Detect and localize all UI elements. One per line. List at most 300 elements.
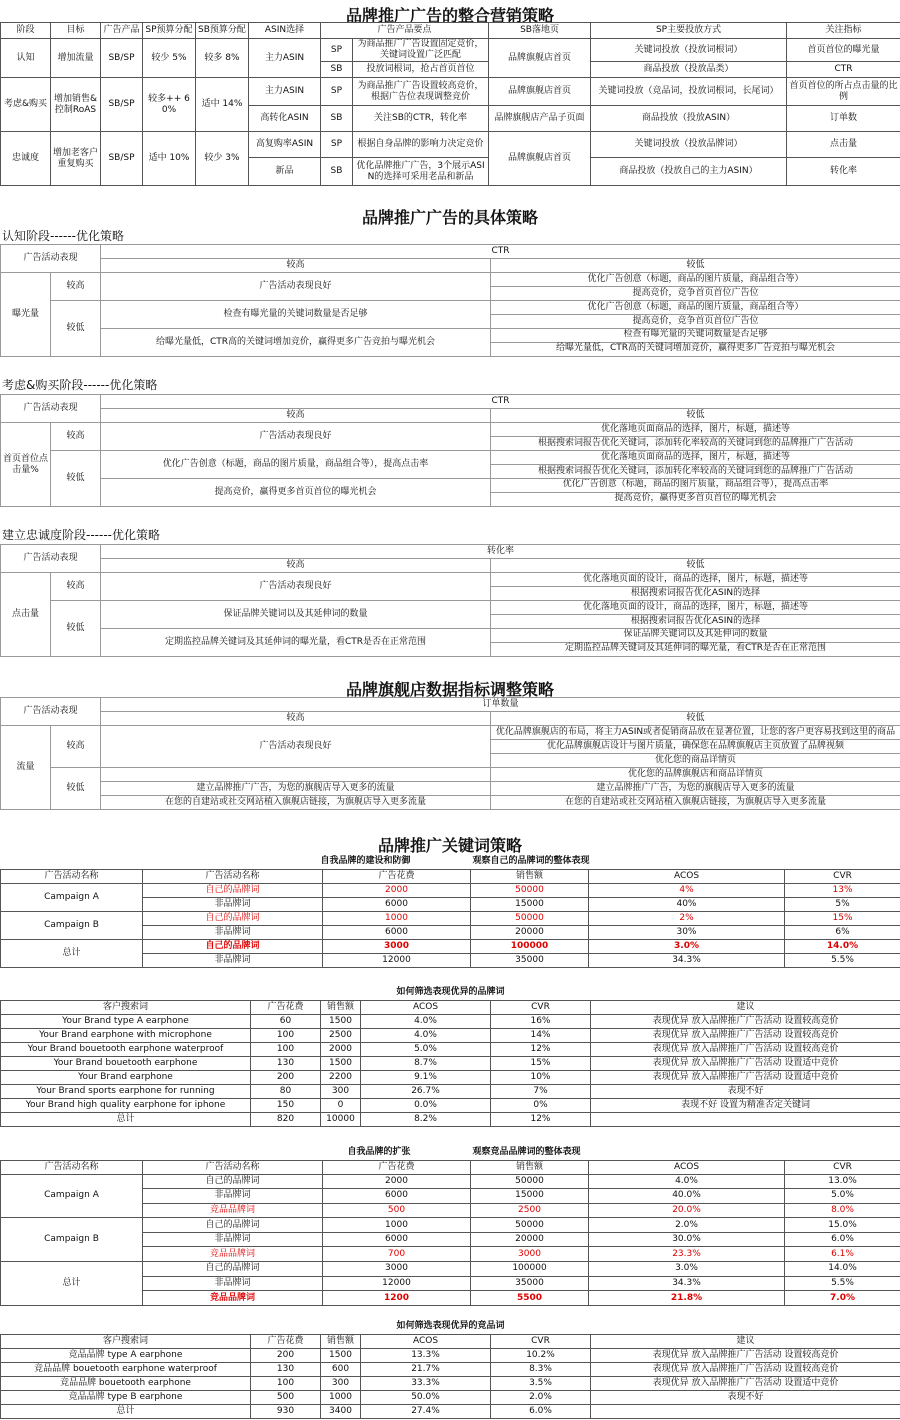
high-row: 较高 <box>51 423 101 451</box>
sales: 2500 <box>471 1203 589 1218</box>
loyal-way: 关键词投放（投放品牌词） <box>591 132 787 158</box>
store-strategy-table <box>0 697 900 810</box>
consider-landing: 品牌旗舰店首页 <box>489 78 591 106</box>
loyal-type: SP <box>321 132 353 158</box>
col-acos: ACOS <box>361 1000 491 1014</box>
acos: 30% <box>589 925 785 939</box>
hl-cell: 优化落地页面商品的选择，图片，标题，描述等 <box>491 423 900 437</box>
consider-sb: 适中 14% <box>196 78 249 132</box>
sales: 35000 <box>471 953 589 967</box>
search-term: 竞品品牌 bouetooth earphone waterproof <box>1 1362 251 1376</box>
lh-cell: 检查有曝光量的关键词数量是否足够 <box>101 301 491 329</box>
ll-cell: 优化落地页面商品的选择，图片，标题，描述等 <box>491 451 900 465</box>
expansion-heading: 自我品牌的扩张 <box>347 1147 411 1158</box>
campaign-name: Campaign B <box>1 1218 143 1262</box>
acos: 50.0% <box>361 1390 491 1404</box>
cvr: 7% <box>491 1084 591 1098</box>
col-spend: 广告花费 <box>251 1334 321 1348</box>
acos: 30.0% <box>589 1232 785 1247</box>
spend: 12000 <box>323 953 471 967</box>
acos: 0.0% <box>361 1098 491 1112</box>
spend: 80 <box>251 1084 321 1098</box>
total-label: 总计 <box>1 1112 251 1126</box>
low-row: 较低 <box>51 301 101 357</box>
col-cvr: CVR <box>785 869 900 883</box>
awareness-landing: 品牌旗舰店首页 <box>489 39 591 78</box>
advice: 表现优异 放入品牌推广广告活动 设置适中竞价 <box>591 1376 900 1390</box>
awareness-way: 商品投放（投放品类） <box>591 62 787 78</box>
campaign-name: Campaign B <box>1 911 143 939</box>
spend: 1000 <box>323 911 471 925</box>
stage-consider-title: 考虑&购买阶段------优化策略 <box>2 378 158 392</box>
search-term: 竞品品牌 type B earphone <box>1 1390 251 1404</box>
ll-cell: 优化您的品牌旗舰店和商品详情页 <box>491 768 900 782</box>
spend: 200 <box>251 1070 321 1084</box>
acos: 34.3% <box>589 953 785 967</box>
acos: 27.4% <box>361 1404 491 1418</box>
sales: 50000 <box>471 1218 589 1233</box>
cvr: 6.0% <box>491 1404 591 1418</box>
awareness-kpi: 首页首位的曝光量 <box>787 39 900 62</box>
consider-point: 为商品推广广告设置较高竞价，根据广告位表现调整竞价 <box>353 78 489 106</box>
cvr: 8.3% <box>491 1362 591 1376</box>
loyal-kpi: 转化率 <box>787 158 900 186</box>
ll-cell: 建立品牌推广广告，为您的旗舰店导入更多的流量 <box>491 782 900 796</box>
brand-expansion-table <box>0 1146 900 1306</box>
cvr: 14.0% <box>785 1262 900 1277</box>
kw-type: 自己的品牌词 <box>143 883 323 897</box>
spend: 100 <box>251 1028 321 1042</box>
col-campaign2: 广告活动名称 <box>143 1160 323 1174</box>
hdr-stage: 阶段 <box>1 23 51 39</box>
awareness-sb: 较多 8% <box>196 39 249 78</box>
high-col: 较高 <box>101 712 491 726</box>
good-brand-terms-title: 如何筛选表现优异的品牌词 <box>1 986 900 1000</box>
row-label: 流量 <box>1 726 51 810</box>
spend: 3000 <box>323 939 471 953</box>
acos: 3.0% <box>589 939 785 953</box>
acos: 21.8% <box>589 1291 785 1306</box>
awareness-point: 为商品推广广告设置固定竞价，关键词设置广泛匹配 <box>353 39 489 62</box>
perf-label: 广告活动表现 <box>1 698 101 726</box>
high-row: 较高 <box>51 573 101 601</box>
kw-type: 非品牌词 <box>143 953 323 967</box>
col-acos: ACOS <box>589 869 785 883</box>
hl-cell: 根据搜索词报告优化关键词，添加转化率较高的关键词到您的品牌推广广告活动 <box>491 437 900 451</box>
search-term: Your Brand bouetooth earphone <box>1 1056 251 1070</box>
stage-loyal-title: 建立忠诚度阶段------优化策略 <box>2 528 160 542</box>
advice: 表现不好 <box>591 1084 900 1098</box>
cvr: 13.0% <box>785 1174 900 1189</box>
hdr-product: 广告产品 <box>101 23 143 39</box>
hdr-landing: SB落地页 <box>489 23 591 39</box>
sales: 1000 <box>321 1390 361 1404</box>
acos: 9.1% <box>361 1070 491 1084</box>
lh-cell: 保证品牌关键词以及其延伸词的数量 <box>101 601 491 629</box>
cvr: 0% <box>491 1098 591 1112</box>
row-label: 首页首位点击量% <box>1 423 51 507</box>
stage-awareness-title: 认知阶段------优化策略 <box>2 229 124 243</box>
loyal-sp: 适中 10% <box>143 132 196 186</box>
consider-asin: 主力ASIN <box>249 78 321 106</box>
acos: 33.3% <box>361 1376 491 1390</box>
col-sales: 销售额 <box>471 869 589 883</box>
advice <box>591 1404 900 1418</box>
campaign-name: 总计 <box>1 1262 143 1306</box>
sales: 20000 <box>471 925 589 939</box>
kw-type: 非品牌词 <box>143 1276 323 1291</box>
metric-label: 转化率 <box>101 545 900 559</box>
loyal-asin: 新品 <box>249 158 321 186</box>
advice: 表现优异 放入品牌推广广告活动 设置较高竞价 <box>591 1042 900 1056</box>
hdr-points: 广告产品要点 <box>321 23 489 39</box>
spend: 930 <box>251 1404 321 1418</box>
ll-cell: 给曝光量低，CTR高的关键词增加竞价，赢得更多广告竞拍与曝光机会 <box>556 343 836 353</box>
total-label: 总计 <box>1 1404 251 1418</box>
advice: 表现优异 放入品牌推广广告活动 设置适中竞价 <box>591 1056 900 1070</box>
hh-cell: 广告活动表现良好 <box>101 423 491 451</box>
hl-cell: 根据搜索词报告优化ASIN的选择 <box>491 587 900 601</box>
consider-product: SB/SP <box>101 78 143 132</box>
ll-cell: 根据搜索词报告优化ASIN的选择 <box>491 615 900 629</box>
cvr: 15% <box>785 911 900 925</box>
low-col: 较低 <box>491 712 900 726</box>
sales: 50000 <box>471 883 589 897</box>
hh-cell: 广告活动表现良好 <box>101 273 491 301</box>
hdr-sp-way: SP主要投放方式 <box>591 23 787 39</box>
low-row: 较低 <box>51 768 101 810</box>
search-term: Your Brand high quality earphone for iphone <box>1 1098 251 1112</box>
col-campaign: 广告活动名称 <box>1 1160 143 1174</box>
lh-cell: 定期监控品牌关键词及其延伸词的曝光量，看CTR是否在正常范围 <box>101 629 491 657</box>
acos: 23.3% <box>589 1247 785 1262</box>
sales: 20000 <box>471 1232 589 1247</box>
spend: 2000 <box>323 883 471 897</box>
cvr: 6.0% <box>785 1232 900 1247</box>
kw-type: 竞品品牌词 <box>143 1247 323 1262</box>
ll-cell: 优化广告创意（标题，商品的图片质量，商品组合等） <box>491 301 900 315</box>
acos: 13.3% <box>361 1348 491 1362</box>
sales: 0 <box>321 1098 361 1112</box>
kw-type: 竞品品牌词 <box>143 1291 323 1306</box>
search-term: 竞品品牌 type A earphone <box>1 1348 251 1362</box>
ll-cell: 提高竞价，竞争首页首位广告位 <box>491 315 900 329</box>
acos: 2.0% <box>589 1218 785 1233</box>
kw-type: 非品牌词 <box>143 1189 323 1204</box>
spend: 500 <box>323 1203 471 1218</box>
awareness-product: SB/SP <box>101 39 143 78</box>
sales: 3000 <box>471 1247 589 1262</box>
hl-cell: 优化品牌旗舰店的布局，将主力ASIN或者促销商品放在显著位置，让您的客户更容易找到这里的商品 <box>491 726 900 740</box>
col-sales: 销售额 <box>321 1334 361 1348</box>
cvr: 5% <box>785 897 900 911</box>
loyal-stage: 忠诚度 <box>1 132 51 186</box>
awareness-point: 投放词根词，抢占首页首位 <box>353 62 489 78</box>
kw-type: 自己的品牌词 <box>143 939 323 953</box>
col-cvr: CVR <box>785 1160 900 1174</box>
ll-cell: 检查有曝光量的关键词数量是否足够 <box>491 329 900 343</box>
consider-kpi: 订单数 <box>787 106 900 132</box>
loyal-type: SB <box>321 158 353 186</box>
search-term: Your Brand type A earphone <box>1 1014 251 1028</box>
hl-cell: 优化您的商品详情页 <box>491 754 900 768</box>
lh-cell: 提高竞价，赢得更多首页首位的曝光机会 <box>101 479 491 507</box>
sales: 50000 <box>471 911 589 925</box>
cvr: 14% <box>491 1028 591 1042</box>
cvr: 6% <box>785 925 900 939</box>
sales: 35000 <box>471 1276 589 1291</box>
search-term: Your Brand bouetooth earphone waterproof <box>1 1042 251 1056</box>
awareness-goal: 增加流量 <box>51 39 101 78</box>
high-col: 较高 <box>101 559 491 573</box>
low-col: 较低 <box>491 259 900 273</box>
spend: 500 <box>251 1390 321 1404</box>
cvr: 14.0% <box>785 939 900 953</box>
col-cvr: CVR <box>491 1000 591 1014</box>
consider-kpi: 首页首位的所占点击量的比例 <box>787 78 900 106</box>
cvr: 13% <box>785 883 900 897</box>
awareness-type: SP <box>321 39 353 62</box>
spend: 60 <box>251 1014 321 1028</box>
loyal-strategy-table <box>0 544 900 657</box>
own-brand-table <box>0 855 900 968</box>
advice: 表现优异 放入品牌推广广告活动 设置较高竞价 <box>591 1014 900 1028</box>
acos: 4.0% <box>361 1014 491 1028</box>
acos: 3.0% <box>589 1262 785 1277</box>
sales: 1500 <box>321 1056 361 1070</box>
ll-cell: 优化落地页面的设计，商品的选择，图片，标题，描述等 <box>491 601 900 615</box>
hdr-sb-budget: SB预算分配 <box>196 23 249 39</box>
spend: 130 <box>251 1362 321 1376</box>
title-integrated: 品牌推广广告的整合营销策略 <box>345 6 554 25</box>
cvr: 5.5% <box>785 1276 900 1291</box>
lh-cell: 给曝光量低，CTR高的关键词增加竞价，赢得更多广告竞拍与曝光机会 <box>101 329 491 357</box>
col-advice: 建议 <box>591 1334 900 1348</box>
spend: 3000 <box>323 1262 471 1277</box>
high-row: 较高 <box>51 273 101 301</box>
campaign-name: Campaign A <box>1 883 143 911</box>
advice: 表现优异 放入品牌推广广告活动 设置较高竞价 <box>591 1348 900 1362</box>
low-row: 较低 <box>51 601 101 657</box>
cvr: 12% <box>491 1042 591 1056</box>
cvr: 12% <box>491 1112 591 1126</box>
acos: 40.0% <box>589 1189 785 1204</box>
hl-cell: 优化品牌旗舰店设计与图片质量，确保您在品牌旗舰店主页放置了品牌视频 <box>491 740 900 754</box>
search-term: 竞品品牌 bouetooth earphone <box>1 1376 251 1390</box>
col-campaign: 广告活动名称 <box>1 869 143 883</box>
high-col: 较高 <box>101 259 491 273</box>
acos: 26.7% <box>361 1084 491 1098</box>
awareness-sp: 较少 5% <box>143 39 196 78</box>
sales: 100000 <box>471 1262 589 1277</box>
metric-label: CTR <box>101 395 900 409</box>
spend: 6000 <box>323 925 471 939</box>
cvr: 3.5% <box>491 1376 591 1390</box>
cvr: 6.1% <box>785 1247 900 1262</box>
consider-way: 关键词投放（竞品词，投放词根词，长尾词） <box>591 78 787 106</box>
kw-type: 自己的品牌词 <box>143 1262 323 1277</box>
spend: 6000 <box>323 1232 471 1247</box>
search-term: Your Brand earphone <box>1 1070 251 1084</box>
consider-type: SB <box>321 106 353 132</box>
high-col: 较高 <box>101 409 491 423</box>
spend: 100 <box>251 1042 321 1056</box>
lh-cell: 在您的自建站或社交网站植入旗舰店链接，为旗舰店导入更多流量 <box>101 796 491 810</box>
spend: 2000 <box>323 1174 471 1189</box>
consider-asin: 高转化ASIN <box>249 106 321 132</box>
col-acos: ACOS <box>361 1334 491 1348</box>
metric-label: CTR <box>101 245 900 259</box>
loyal-sb: 较少 3% <box>196 132 249 186</box>
cvr: 10.2% <box>491 1348 591 1362</box>
kw-type: 非品牌词 <box>143 1232 323 1247</box>
cvr: 2.0% <box>491 1390 591 1404</box>
spend: 1000 <box>323 1218 471 1233</box>
col-spend: 广告花费 <box>323 1160 471 1174</box>
consider-point: 关注SB的CTR，转化率 <box>353 106 489 132</box>
expansion-subheading: 观察竞品品牌词的整体表现 <box>472 1147 581 1158</box>
cvr: 16% <box>491 1014 591 1028</box>
good-brand-terms-table <box>0 986 900 1127</box>
cvr: 7.0% <box>785 1291 900 1306</box>
spend: 6000 <box>323 897 471 911</box>
own-brand-subheading: 观察自己的品牌词的整体表现 <box>472 856 590 867</box>
consider-strategy-table <box>0 394 900 507</box>
ll-cell: 定期监控品牌关键词及其延伸词的曝光量，看CTR是否在正常范围 <box>565 643 827 653</box>
spend: 12000 <box>323 1276 471 1291</box>
acos: 4.0% <box>589 1174 785 1189</box>
row-label: 点击量 <box>1 573 51 657</box>
sales: 1500 <box>321 1348 361 1362</box>
metric-label: 订单数量 <box>101 698 900 712</box>
acos: 4.0% <box>361 1028 491 1042</box>
good-competitor-terms-table <box>0 1320 900 1419</box>
kw-type: 自己的品牌词 <box>143 911 323 925</box>
kw-type: 非品牌词 <box>143 897 323 911</box>
col-sales: 销售额 <box>471 1160 589 1174</box>
loyal-landing: 品牌旗舰店首页 <box>489 132 591 186</box>
advice <box>591 1112 900 1126</box>
title-keyword: 品牌推广关键词策略 <box>377 836 522 855</box>
awareness-way: 关键词投放（投放词根词） <box>591 39 787 62</box>
cvr: 8.0% <box>785 1203 900 1218</box>
lh-cell: 建立品牌推广广告，为您的旗舰店导入更多的流量 <box>101 782 491 796</box>
col-cvr: CVR <box>491 1334 591 1348</box>
sales: 5500 <box>471 1291 589 1306</box>
spend: 820 <box>251 1112 321 1126</box>
title-specific: 品牌推广广告的具体策略 <box>361 208 538 227</box>
loyal-goal: 增加老客户重复购买 <box>51 132 101 186</box>
hl-cell: 提高竞价，竞争首页首位广告位 <box>491 287 900 301</box>
ll-cell: 在您的自建站或社交网站植入旗舰店链接，为旗舰店导入更多流量 <box>491 796 900 810</box>
advice: 表现优异 放入品牌推广广告活动 设置较高竞价 <box>591 1028 900 1042</box>
acos: 34.3% <box>589 1276 785 1291</box>
title-store: 品牌旗舰店数据指标调整策略 <box>345 680 554 699</box>
hdr-kpi: 关注指标 <box>787 23 900 39</box>
spend: 700 <box>323 1247 471 1262</box>
hh-cell: 广告活动表现良好 <box>101 726 491 768</box>
advice: 表现不好 设置为精准否定关键词 <box>591 1098 900 1112</box>
hl-cell: 优化广告创意（标题，商品的图片质量，商品组合等） <box>491 273 900 287</box>
sales: 50000 <box>471 1174 589 1189</box>
perf-label: 广告活动表现 <box>1 545 101 573</box>
ll-cell: 根据搜索词报告优化关键词，添加转化率较高的关键词到您的品牌推广广告活动 <box>491 465 900 479</box>
consider-way: 商品投放（投放ASIN） <box>591 106 787 132</box>
ll-cell: 提高竞价，赢得更多首页首位的曝光机会 <box>614 493 777 503</box>
sales: 600 <box>321 1362 361 1376</box>
awareness-asin: 主力ASIN <box>249 39 321 78</box>
col-campaign2: 广告活动名称 <box>143 869 323 883</box>
sales: 15000 <box>471 1189 589 1204</box>
sales: 300 <box>321 1084 361 1098</box>
awareness-type: SB <box>321 62 353 78</box>
hdr-sp-budget: SP预算分配 <box>143 23 196 39</box>
advice: 表现优异 放入品牌推广广告活动 设置适中竞价 <box>591 1070 900 1084</box>
cvr: 5.0% <box>785 1189 900 1204</box>
own-brand-heading: 自我品牌的建设和防御 <box>320 856 411 867</box>
low-row: 较低 <box>51 451 101 507</box>
loyal-kpi: 点击量 <box>787 132 900 158</box>
sales: 2000 <box>321 1042 361 1056</box>
spend: 200 <box>251 1348 321 1362</box>
acos: 5.0% <box>361 1042 491 1056</box>
sales: 10000 <box>321 1112 361 1126</box>
row-label: 曝光量 <box>1 273 51 357</box>
loyal-point: 优化品牌推广广告，3个展示ASIN的选择可采用老品和新品 <box>353 158 489 186</box>
sales: 100000 <box>471 939 589 953</box>
col-advice: 建议 <box>591 1000 900 1014</box>
ll-cell: 保证品牌关键词以及其延伸词的数量 <box>491 629 900 643</box>
sales: 2200 <box>321 1070 361 1084</box>
good-competitor-terms-title: 如何筛选表现优异的竞品词 <box>1 1320 900 1334</box>
awareness-stage: 认知 <box>1 39 51 78</box>
low-col: 较低 <box>491 409 900 423</box>
loyal-point: 根据自身品牌的影响力决定竞价 <box>353 132 489 158</box>
spend: 150 <box>251 1098 321 1112</box>
col-spend: 广告花费 <box>251 1000 321 1014</box>
kw-type: 自己的品牌词 <box>143 1174 323 1189</box>
sales: 300 <box>321 1376 361 1390</box>
acos: 8.2% <box>361 1112 491 1126</box>
perf-label: 广告活动表现 <box>1 395 101 423</box>
acos: 8.7% <box>361 1056 491 1070</box>
consider-sp: 较多++ 60% <box>143 78 196 132</box>
sales: 3400 <box>321 1404 361 1418</box>
loyal-way: 商品投放（投放自己的主力ASIN） <box>591 158 787 186</box>
cvr: 15.0% <box>785 1218 900 1233</box>
consider-type: SP <box>321 78 353 106</box>
col-search-term: 客户搜索词 <box>1 1000 251 1014</box>
spend: 1200 <box>323 1291 471 1306</box>
sales: 15000 <box>471 897 589 911</box>
consider-stage: 考虑&购买 <box>1 78 51 132</box>
integrated-table <box>0 22 900 186</box>
col-acos: ACOS <box>589 1160 785 1174</box>
loyal-asin: 高复购率ASIN <box>249 132 321 158</box>
hdr-goal: 目标 <box>51 23 101 39</box>
sales: 1500 <box>321 1014 361 1028</box>
col-spend: 广告花费 <box>323 869 471 883</box>
kw-type: 竞品品牌词 <box>143 1203 323 1218</box>
advice: 表现优异 放入品牌推广广告活动 设置较高竞价 <box>591 1362 900 1376</box>
loyal-product: SB/SP <box>101 132 143 186</box>
consider-landing: 品牌旗舰店产品子页面 <box>489 106 591 132</box>
cvr: 15% <box>491 1056 591 1070</box>
cvr: 5.5% <box>785 953 900 967</box>
hl-cell: 优化落地页面的设计，商品的选择，图片，标题，描述等 <box>491 573 900 587</box>
awareness-kpi: CTR <box>787 62 900 78</box>
acos: 2% <box>589 911 785 925</box>
